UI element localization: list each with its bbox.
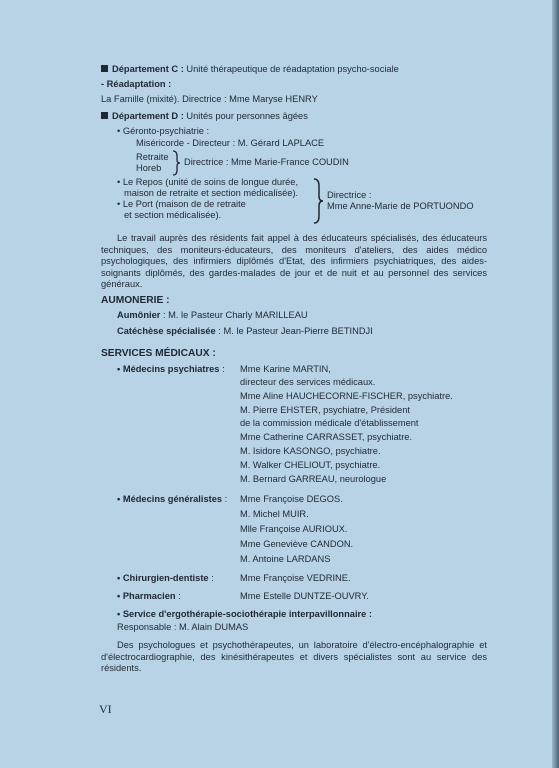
aumonier-line (117, 310, 308, 321)
psy-label-line (117, 364, 225, 375)
psy-line: Mme Catherine CARRASSET, psychiatre. (240, 432, 413, 442)
dent-colon: : (211, 573, 214, 583)
dept-d-desc: Unités pour personnes âgées (186, 111, 308, 121)
pharm-value: Mme Estelle DUNTZE-OUVRY. (240, 591, 369, 601)
psy-line: de la commission médicale d'établissement (240, 418, 419, 428)
psy-line: M. Isidore KASONGO, psychiatre. (240, 446, 381, 456)
psy-line: Mme Aline HAUCHECORNE-FISCHER, psychiatre. (240, 391, 453, 401)
directrice-label: Directrice : (327, 190, 372, 200)
psy-line: M. Walker CHELIOUT, psychiatre. (240, 460, 381, 470)
psy-colon: : (222, 364, 225, 374)
pharm-colon: : (178, 591, 181, 601)
ergo-label: • Service d'ergothérapie-sociothérapie interpavillonnaire : (117, 609, 373, 619)
misericorde-item: Miséricorde - Directeur : M. Gérard LAPLACE (136, 138, 325, 148)
brace-icon (171, 150, 181, 176)
gen-line: Mlle Françoise AURIOUX. (240, 524, 348, 534)
port-line-2: et section médicalisée). (124, 210, 222, 220)
catechese-value: : M. le Pasteur Jean-Pierre BETINDJI (218, 326, 373, 336)
dent-label: • Chirurgien-dentiste (117, 573, 209, 583)
directrice-portuondo: Mme Anne-Marie de PORTUONDO (327, 201, 474, 211)
horeb-item: Horeb (136, 163, 162, 173)
brace-icon (312, 178, 324, 224)
dent-value: Mme Françoise VEDRINE. (240, 573, 351, 583)
gen-line: M. Antoine LARDANS (240, 554, 331, 564)
gen-line: Mme Françoise DEGOS. (240, 494, 343, 504)
square-bullet-icon (101, 65, 108, 72)
psy-line: M. Pierre EHSTER, psychiatre, Président (240, 405, 410, 415)
pharm-label: • Pharmacien (117, 591, 176, 601)
dent-label-line (117, 573, 214, 584)
dept-c-label: Département C : (112, 64, 184, 74)
dept-d-label: Département D : (112, 111, 184, 121)
page-number: VI (99, 702, 112, 716)
readaptation-label: - Réadaptation : (101, 79, 172, 89)
dept-d-line (101, 111, 308, 122)
gen-line: M. Michel MUIR. (240, 509, 309, 519)
services-heading: SERVICES MÉDICAUX : (101, 348, 216, 359)
readaptation-desc: La Famille (mixité). Directrice : Mme Maryse HENRY (101, 94, 318, 104)
retraite-item: Retraite (136, 152, 169, 162)
psy-line: Mme Karine MARTIN, (240, 364, 331, 374)
catechese-label: Catéchèse spécialisée (117, 326, 216, 336)
staff-paragraph: Le travail auprès des résidents fait appel à des éducateurs spécialisés, des éducateurs techniques, des moniteurs-éducateurs, des moniteurs d'ateliers, des aides médico psychologiques, des infirmiers diplômés d'Etat, des infirmiers psychiatriques, des aides-soignants diplômés, des gardes-malades de jour et de nuit et au personnel des services généraux. (101, 233, 487, 290)
aumonier-value: : M. le Pasteur Charly MARILLEAU (162, 310, 308, 320)
gen-line: Mme Geneviève CANDON. (240, 539, 354, 549)
directrice-coudin: Directrice : Mme Marie-France COUDIN (184, 157, 349, 167)
geronto-item: • Géronto-psychiatrie : (117, 126, 210, 136)
gen-colon: : (224, 494, 228, 504)
square-bullet-icon (101, 112, 108, 119)
repos-line-1: • Le Repos (unité de soins de longue durée, (117, 177, 299, 187)
psy-label: • Médecins psychiatres (117, 364, 220, 374)
specialists-paragraph: Des psychologues et psychothérapeutes, un laboratoire d'électro-encéphalographie et d'électrocardiographie, des kinésithérapeutes et divers spécialistes sont au service des résidents. (101, 640, 487, 674)
psy-line: directeur des services médicaux. (240, 377, 376, 387)
ergo-responsable: Responsable : M. Alain DUMAS (117, 622, 249, 632)
catechese-line (117, 326, 373, 337)
dept-c-desc: Unité thérapeutique de réadaptation psycho-sociale (186, 64, 399, 74)
port-line-1: • Le Port (maison de de retraite (117, 199, 246, 209)
pharm-label-line (117, 591, 181, 602)
gen-label-line (117, 494, 227, 505)
dept-c-line (101, 64, 399, 75)
aumonerie-heading: AUMONERIE : (101, 295, 170, 306)
page-edge-shadow (552, 0, 559, 768)
aumonier-label: Aumônier (117, 310, 161, 320)
gen-label: • Médecins généralistes (117, 494, 223, 504)
repos-line-2: maison de retraite et section médicalisée). (124, 188, 299, 198)
psy-line: M. Bernard GARREAU, neurologue (240, 474, 387, 484)
